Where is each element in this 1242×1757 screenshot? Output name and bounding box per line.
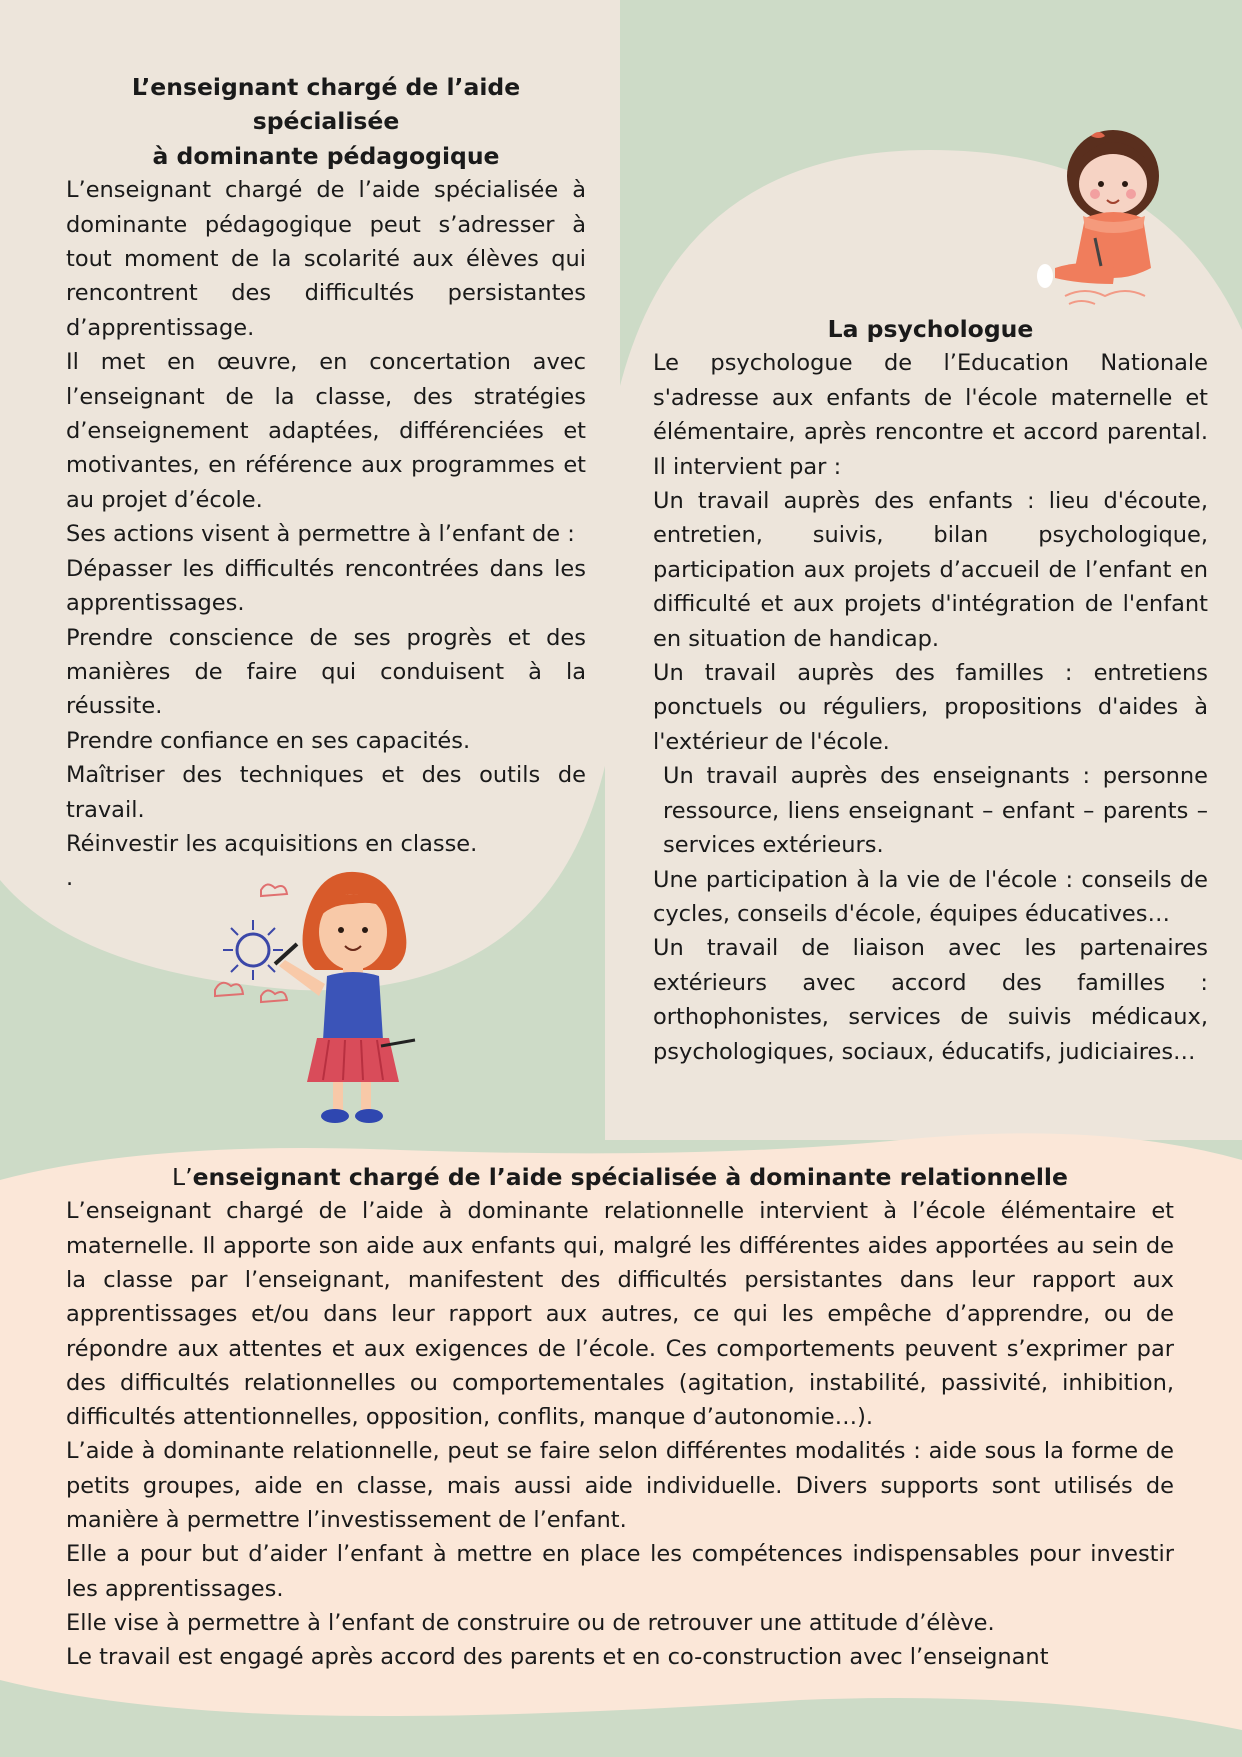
pedagogic-aid-paragraph: Dépasser les difficultés rencontrées dans les apprentissages. (66, 555, 586, 617)
psychologist-title: La psychologue (827, 315, 1034, 343)
relational-aid-paragraph: Elle a pour but d’aider l’enfant à mettre en place les compétences indispensables pour investir les apprentissages. (66, 1541, 1174, 1602)
relational-aid-paragraph: L’enseignant chargé de l’aide à dominante relationnelle intervient à l’école élémentaire et maternelle. Il apporte son aide aux enfants qui, malgré les différentes aides apportées au sein de la classe par l’enseignant, manifestent des difficultés persistantes dans leur rapport aux apprentissages et/ou dans leur rapport aux autres, ce qui les empêche d’apprendre, ou de répondre aux attentes et aux exigences de l’école. Ces comportements peuvent s’exprimer par des difficultés relationnelles ou comportementales (agitation, instabilité, passivité, inhibition, difficultés attentionnelles, opposition, conflits, manque d’autonomie…). (66, 1198, 1174, 1431)
relational-aid-title (66, 1160, 1174, 1194)
psychologist-paragraph: Un travail de liaison avec les partenaires extérieurs avec accord des familles : orthophonistes, services de suivis médicaux, psychologiques, sociaux, éducatifs, judiciaires… (653, 935, 1208, 1065)
relational-aid-paragraph: L’aide à dominante relationnelle, peut se faire selon différentes modalités : aide sous la forme de petits groupes, aide en classe, mais aussi aide individuelle. Divers supports sont utilisés de manière à permettre l’investissement de l’enfant. (66, 1438, 1174, 1534)
psychologist-paragraph: Un travail auprès des familles : entretiens ponctuels ou réguliers, propositions d'aides à l'extérieur de l'école. (653, 660, 1208, 755)
pedagogic-aid-paragraph: Prendre confiance en ses capacités. (66, 727, 471, 754)
pedagogic-aid-paragraph: Maîtriser des techniques et des outils de travail. (66, 762, 586, 823)
pedagogic-aid-paragraph: Il met en œuvre, en concertation avec l’enseignant de la classe, des stratégies d’enseignement adaptées, différenciées et motivantes, en référence aux programmes et au projet d’école. (66, 349, 586, 513)
relational-aid-paragraph: Le travail est engagé après accord des parents et en co-construction avec l’enseignant (66, 1644, 1049, 1671)
pedagogic-aid-paragraph: Ses actions visent à permettre à l’enfant de : (66, 521, 575, 548)
pedagogic-aid-section (66, 70, 586, 896)
relational-aid-title-prefix: L’ (172, 1163, 193, 1191)
pedagogic-aid-title-line1: L’enseignant chargé de l’aide spécialisée (131, 73, 521, 136)
pedagogic-aid-paragraph: . (66, 865, 74, 892)
psychologist-paragraph: Le psychologue de l’Education Nationale s'adresse aux enfants de l'école maternelle et élémentaire, après rencontre et accord parental. Il intervient par : (653, 350, 1208, 480)
girl-drawing-illustration (205, 860, 435, 1130)
psychologist-paragraph: Un travail auprès des enseignants : personne ressource, liens enseignant – enfant – parents – services extérieurs. (663, 763, 1208, 859)
pedagogic-aid-paragraph: L’enseignant chargé de l’aide spécialisée à dominante pédagogique peut s’adresser à tout moment de la scolarité aux élèves qui rencontrent des difficultés persistantes d’apprentissage. (66, 177, 586, 341)
pedagogic-aid-title-line2: à dominante pédagogique (152, 141, 500, 170)
girl-sitting-illustration (1025, 118, 1175, 308)
relational-aid-section (66, 1160, 1174, 1675)
pedagogic-aid-paragraph: Réinvestir les acquisitions en classe. (66, 830, 478, 857)
relational-aid-title-bold: enseignant chargé de l’aide spécialisée à dominante relationnelle (192, 1163, 1068, 1191)
psychologist-section (653, 312, 1208, 1069)
relational-aid-paragraph: Elle vise à permettre à l’enfant de construire ou de retrouver une attitude d’élève. (66, 1609, 995, 1636)
psychologist-paragraph: Un travail auprès des enfants : lieu d'écoute, entretien, suivis, bilan psychologique, participation aux projets d’accueil de l’enfant en difficulté et aux projets d'intégration de l'enfant en situation de handicap. (653, 488, 1208, 652)
pedagogic-aid-paragraph: Prendre conscience de ses progrès et des manières de faire qui conduisent à la réussite. (66, 624, 586, 720)
psychologist-paragraph: Une participation à la vie de l'école : conseils de cycles, conseils d'école, équipes éducatives… (653, 866, 1208, 927)
